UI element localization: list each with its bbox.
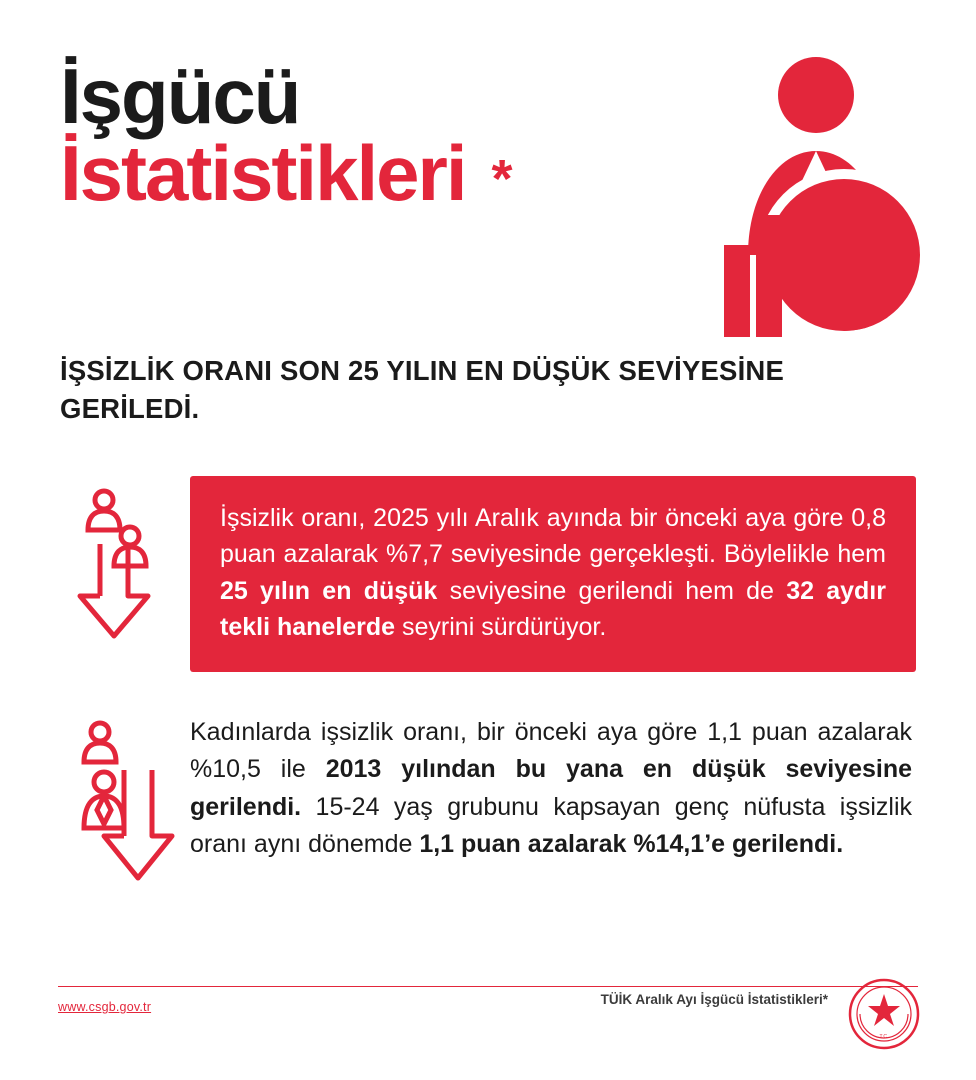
statistic-block-women-youth (60, 708, 916, 896)
footer (0, 972, 976, 1080)
footer-website-link[interactable]: www.csgb.gov.tr (58, 1000, 152, 1014)
body-text-2: 15-24 yaş grubunu kapsayan genç nüfusta işsizlik oranı aynı dönemde (190, 792, 912, 859)
asterisk-marker: * (491, 149, 513, 210)
two-people-down-arrow-icon (60, 476, 190, 644)
subtitle-heading: İŞSİZLİK ORANI SON 25 YILIN EN DÜŞÜK SEVİYESİNE GERİLEDİ. (60, 355, 785, 424)
footer-source-note: TÜİK Aralık Ayı İşgücü İstatistikleri* (600, 992, 828, 1007)
callout-text-3: seyrini sürdürüyor. (395, 613, 607, 642)
header (0, 0, 976, 340)
statistic-block-unemployment (60, 476, 916, 672)
body-text-1: Kadınlarda işsizlik oranı, bir önceki aya göre 1,1 puan azalarak %10,5 ile (190, 717, 912, 784)
page-title-line-1: İşgücü (60, 52, 300, 140)
ministry-emblem-icon (848, 978, 920, 1050)
callout-text-1: İşsizlik oranı, 2025 yılı Aralık ayında bir önceki aya göre 0,8 puan azalarak %7,7 seviyesinde gerçekleşti. Böylelikle hem (220, 503, 886, 569)
page-title-line-2: İstatistikleri (60, 129, 466, 218)
callout-bold-1: 25 yılın en düşük (220, 576, 438, 605)
footer-divider (58, 986, 918, 987)
body-bold-1: 2013 yılından bu yana en düşük seviyesine gerilendi. (190, 755, 912, 821)
women-youth-text (190, 708, 916, 864)
callout-text-2: seviyesine gerilendi hem de (437, 576, 787, 605)
svg-text:T.C.: T.C. (879, 1034, 889, 1040)
body-bold-2: 1,1 puan azalarak %14,1’e gerilendi. (419, 830, 844, 859)
title-block (60, 52, 916, 218)
unemployment-rate-callout (190, 476, 916, 672)
callout-bold-2: 32 aydır tekli hanelerde (220, 576, 886, 642)
woman-down-arrow-icon (60, 708, 190, 896)
